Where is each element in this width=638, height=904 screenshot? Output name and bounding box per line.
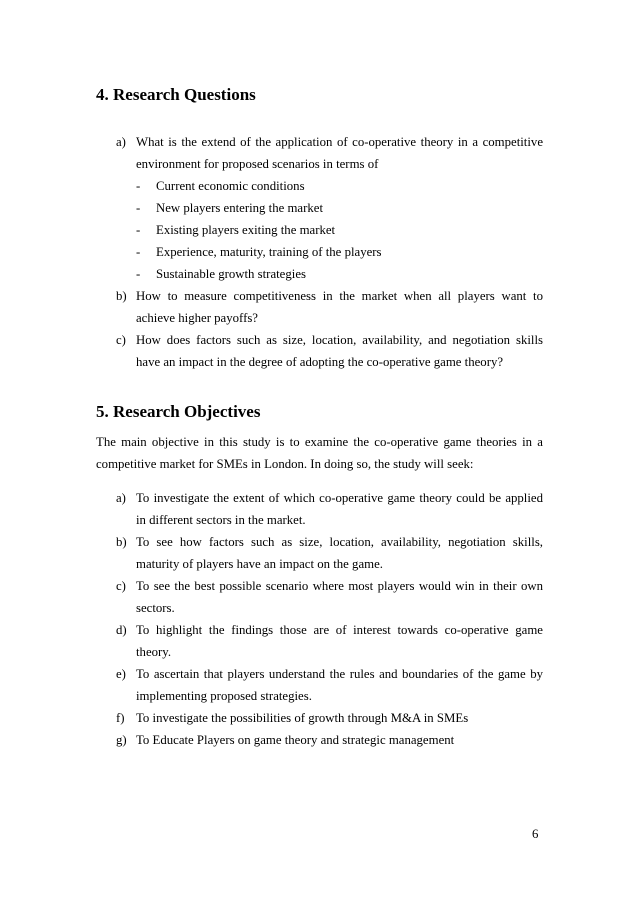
sub-list-item-text: Existing players exiting the market: [156, 223, 336, 237]
list-item-text: To ascertain that players understand the rules and boundaries of the game by implementing proposed strategies.: [136, 667, 543, 703]
list-marker: f): [116, 711, 125, 725]
research-questions-heading: 4. Research Questions: [96, 85, 256, 104]
list-marker: c): [116, 333, 126, 347]
sub-list: [136, 175, 543, 285]
list-item: [96, 707, 543, 729]
list-item: [96, 575, 543, 619]
list-marker: c): [116, 579, 126, 593]
list-item: [96, 329, 543, 373]
list-item: [96, 131, 543, 285]
list-marker: g): [116, 733, 127, 747]
list-item: [96, 487, 543, 531]
sub-list-item-text: Sustainable growth strategies: [156, 267, 306, 281]
list-item-text: To see the best possible scenario where most players would win in their own sectors.: [136, 579, 543, 615]
sub-list-item-text: New players entering the market: [156, 201, 324, 215]
list-marker: d): [116, 623, 127, 637]
sub-list-item: [136, 197, 543, 219]
sub-list-item: [136, 219, 543, 241]
dash-marker: -: [136, 223, 141, 237]
dash-marker: -: [136, 179, 141, 193]
list-item-text: How does factors such as size, location, availability, and negotiation skills have an impact in the degree of adopting the co-operative game theory?: [136, 333, 543, 369]
list-marker: b): [116, 289, 127, 303]
sub-list-item: [136, 175, 543, 197]
dash-marker: -: [136, 201, 141, 215]
research-objectives-heading: 5. Research Objectives: [96, 402, 261, 421]
sub-list-item-text: Current economic conditions: [156, 179, 305, 193]
list-item: [96, 663, 543, 707]
research-questions-list: [96, 131, 543, 373]
list-item-text: How to measure competitiveness in the market when all players want to achieve higher payoffs?: [136, 289, 543, 325]
list-item-text: To investigate the possibilities of growth through M&A in SMEs: [136, 711, 469, 725]
sub-list-item: [136, 241, 543, 263]
list-item-text: To highlight the findings those are of interest towards co-operative game theory.: [136, 623, 543, 659]
list-marker: b): [116, 535, 127, 549]
list-item: [96, 619, 543, 663]
sub-list-item-text: Experience, maturity, training of the players: [156, 245, 382, 259]
list-item-text: To Educate Players on game theory and strategic management: [136, 733, 455, 747]
list-item: [96, 285, 543, 329]
list-item: [96, 729, 543, 751]
sub-list-item: [136, 263, 543, 285]
list-item-text: What is the extend of the application of co-operative theory in a competitive environment for proposed scenarios in terms of: [136, 135, 543, 171]
objectives-intro-paragraph: The main objective in this study is to examine the co-operative game theories in a competitive market for SMEs in London. In doing so, the study will seek:: [96, 435, 543, 471]
page-number: 6: [532, 827, 539, 841]
list-marker: a): [116, 491, 126, 505]
dash-marker: -: [136, 245, 141, 259]
list-item: [96, 531, 543, 575]
research-objectives-list: [96, 487, 543, 751]
list-marker: e): [116, 667, 126, 681]
list-item-text: To investigate the extent of which co-operative game theory could be applied in different sectors in the market.: [136, 491, 543, 527]
list-item-text: To see how factors such as size, location, availability, negotiation skills, maturity of players have an impact on the game.: [136, 535, 543, 571]
dash-marker: -: [136, 267, 141, 281]
list-marker: a): [116, 135, 126, 149]
